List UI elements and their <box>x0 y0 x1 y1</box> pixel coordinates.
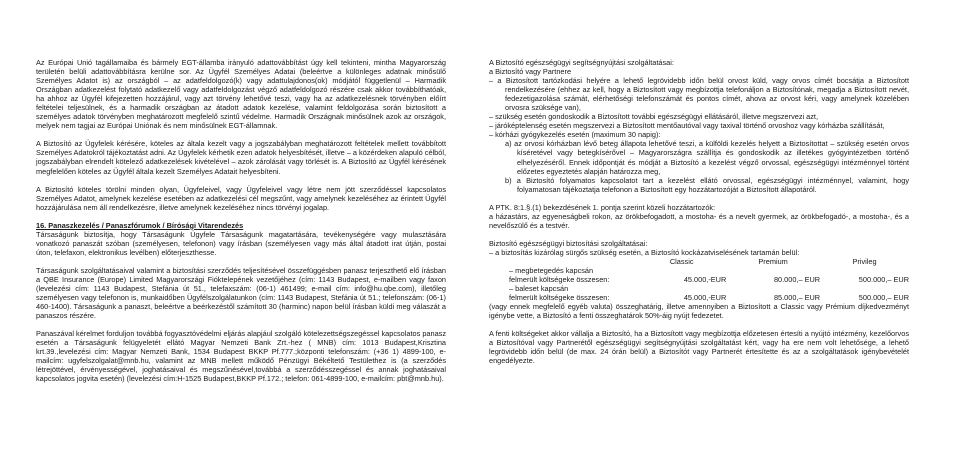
paragraph-complaints: Társaságunk biztosítja, hogy Társaságunk Ügyfele Társaságunk magatartására, tevékenységére vagy mulasztására vonatkozó panaszát szóban (személyesen, telefonon) vagy írásban (személyesen vagy más által átadott irat útján, postai úton, telefaxon, elektronikus levélben) előterjeszthesse. <box>36 229 446 257</box>
ptk-line: A PTK. 8:1.§.(1) bekezdésének 1. pontja szerint közeli hozzátartozók: <box>489 202 716 212</box>
right-column <box>489 58 909 365</box>
paragraph-data-deletion: A Biztosító köteles törölni minden olyan, Ügyfeleivel, vagy Ügyfeleivel vagy létre nem jött szerződéssel kapcsolatos Személyes Adatot, amelynek kezelése esetében az adatkezelési cél megszűnt, vagy amelynek kezeléséhez az érintett Ügyfél hozzájárulása nem áll rendelkezésre, illetve amelynek kezeléséhez nincs törvényi jogalap. <box>36 184 446 212</box>
bullet-transport: – járóképtelenség esetén megszervezi a Biztosított mentőautóval vagy taxival történő orvoshoz vagy kórházba szállítását, <box>489 121 885 131</box>
bullet-hospital-b: b) a Biztosító folyamatos kapcsolatot tart a kezelést ellátó orvossal, egészségügyi intézménnyel, valamint, hogy folyamatosan tájékoztatja telefonon a Biztosított egy hozzátartozóját a Biztosított állapotáról. <box>505 175 909 194</box>
paragraph-complaint-channels: Társaságunk szolgáltatásaival valamint a biztosítási szerződés teljesítésével összefüggésben panasz terjeszthető elő írásban a QBE Insurance (Europe) Limited Magyarországi Fióktelepének vezetőjéhez (cím: 1143 Budapest, e-mailben vagy faxon (levelezési cím: 1143 Budapest, Stefánia út 51., telefaxszám: (06-1) 461499; e-mail cím: info@hu.qbe.com), illetőleg személyesen vagy telefonon is, munkaidőben Ügyfélszolgálatunkon (cím: 1143 Budapest, Stefánia út 51.; telefonszám: (06-1) 460-1400). Társaságunk a panaszt, beleértve a beérkezéstől számított 30 (harminc) napon belül írásban küldi meg válaszát a panaszos részére. <box>36 265 446 321</box>
table-row: felmerült költségeke összesen: 45.000,-EUR 85.000,– EUR 500.000,– EUR <box>509 293 909 303</box>
left-column <box>36 58 446 392</box>
row-illness-label: – megbetegedés kapcsán <box>509 265 594 275</box>
bullet-further-care: – szükség esetén gondoskodik a Biztosított további egészségügyi ellátásáról, illetve megszervezi azt, <box>489 112 819 122</box>
assistance-title: A Biztosító egészségügyi segítségnyújtási szolgáltatásai: <box>489 58 674 67</box>
row-accident-label: – baleset kapcsán <box>509 284 569 294</box>
assistance-subtitle: a Biztosító vagy Partnere <box>489 67 572 77</box>
bullet-doctor: – a Biztosított tartózkodási helyére a lehető legrövidebb időn belül orvost küld, vagy orvos címét bocsátja a Biztosított rendelkezésére (ehhez az kell, hogy a Biztosított vagy megbízottja telefonáljon a Biztosítónak, megadja a Biztosított nevét, fedezetigazolása számát, elérhetőségi telefonszámát és pontos címét, ahova az orvost kéri, vagy amelynek közelében orvosra szüksége van), <box>489 76 909 113</box>
coverage-table-header <box>489 257 909 266</box>
section-heading-16: 16. Panaszkezelés / Panaszfórumok / Bírósági Vitarendezés <box>36 220 244 230</box>
col-classic: Classic <box>669 256 694 266</box>
ptk-definition: a házastárs, az egyeneságbeli rokon, az örökbefogadott, a mostoha- és a nevelt gyermek, az örökbefogadó-, a mostoha-, és a nevelőszülő és a testvér. <box>489 211 909 230</box>
services-scope: – a biztosítás kizárólag sürgős szükség esetén, a Biztosító kockázatviselésének tartamán belül: <box>489 247 800 257</box>
costs-paragraph: A fenti költségeket akkor vállalja a Biztosító, ha a Biztosított vagy megbízottja előzetesen értesíti a nyújtó intézmény, kezelőorvos a Biztosítóval vagy Partnerétől egészségügyi segítségnyújtási szolgáltatást kért, vagy ha ere nem volt lehetősége, a lehető legrövidebb időn belül (de max. 24 órán belül) a Biztosítót vagy Partnerét értesítette és az a szolgáltatások igénybevételét engedélyezte. <box>489 329 909 366</box>
paragraph-data-correction: A Biztosító az Ügyfelek kérésére, köteles az általa kezelt vagy a jogszabályban meghatározott feltételek mellett továbbított Személyes Adatokról tájékoztatást adni. Az Ügyfelek kérhetik ezen adatok helyesbítését, illetve – a közérdeken alapuló célból, jogszabályban elrendelt kötelező adatkezelések kivételével – azok zárolását vagy törlését is. A Biztosító az Ügyfél kérésének megfelelően köteles az Ügyfél általa kezelt Személyes Adatait helyesbíteni. <box>36 139 446 176</box>
services-title: Biztosító egészségügyi biztosítási szolgáltatásai: <box>489 238 648 248</box>
col-premium: Premium <box>758 256 788 266</box>
currency-note: (vagy ennek megfelelő egyéb valuta) összeghatárig, illetve amennyiben a Biztosított a Classic vagy Prémium díjkedvezményt igénybe vette, a Biztosító a fenti összeghatárok 50%-áig nyújt fedezetet. <box>489 302 909 321</box>
paragraph-supervisory-authority: Panaszával kérelmet forduljon továbbá fogyasztóvédelmi eljárás alapjául szolgáló kötelezettségszegéssel kapcsolatos panasz esetén a Társaságunk felügyeletét ellátó Magyar Nemzeti Bank Zrt.-hez ( MNB) cím: 1013 Budapest,Krisztina krt.39.,levelezési cím: Magyar Nemzeti Bank, 1534 Budapest BKKP Pf.777.;központi telefonszám: (+36 1) 4899-100, e-mailcím: ugyfelszolgalat@mnb.hu, valamint az MNB mellett működő Pénzügyi Békéltető Testülethez is (a szerződés létrejöttével, érvényességével, joghatásaival és megszűnésével,továbbá a szerződésszegéssel és annak joghatásaival kapcsolatos jogvita esetén) (levelezési cím:H-1525 Budapest,BKKP Pf.172.; telefon: 061-4899-100, e-mailcím: pbt@mnb.hu). <box>36 329 446 384</box>
bullet-hospital: – kórházi gyógykezelés esetén (maximum 30 napig): <box>489 130 661 140</box>
paragraph-data-transfer: Az Európai Unió tagállamaiba és bármely EGT-államba irányuló adattovábbítást úgy kell tekinteni, mintha Magyarország területén belüli adattovábbításra kerülne sor. Az Ügyfél Személyes Adatai (beleértve a különleges adatnak minősülő Személyes Adatot is) az országból – az adatfeldolgozó(k) vagy adattulajdonos(ok) módjától függetlenül – Harmadik Országban adatkezelést folytató adatkezelő vagy adatfeldolgozást végző adatfeldolgozó részére csak akkor továbbíthatóak, ha ahhoz az Ügyfél kifejezetten hozzájárul, vagy azt törvény lehetővé teszi, vagy ha az adatkezelésnek törvényben előírt feltételei teljesülnek, és a harmadik országban az átadott adatok kezelése, valamint feldolgozása során biztosított a személyes adatok törvényben meghatározott megfelelő szintű védelme. Harmadik Országnak minősülnek azok az országok, melyek nem tagjai az Európai Uniónak és nem minősülnek EGT-államnak. <box>36 58 446 131</box>
table-row: felmerült költségeke összesen: 45.000,-EUR 80.000,– EUR 500.000,– EUR <box>509 275 909 285</box>
col-privileg: Privileg <box>852 256 877 266</box>
bullet-hospital-a: a) az orvosi kórházban lévő beteg állapota lehetővé teszi, a külföldi kezelés helyett a Biztosítottat – szükség esetén orvos kíséretével vagy betegkísérővel – Magyarországra szállítja és gondoskodik az illetékes gyógyintézetben történő elhelyezéséről. Ennek időpontját és módját a Biztosító a kezelést végző orvossal, egészségügyi intézménnyel történt előzetes egyeztetés alapján határozza meg, <box>505 139 909 176</box>
